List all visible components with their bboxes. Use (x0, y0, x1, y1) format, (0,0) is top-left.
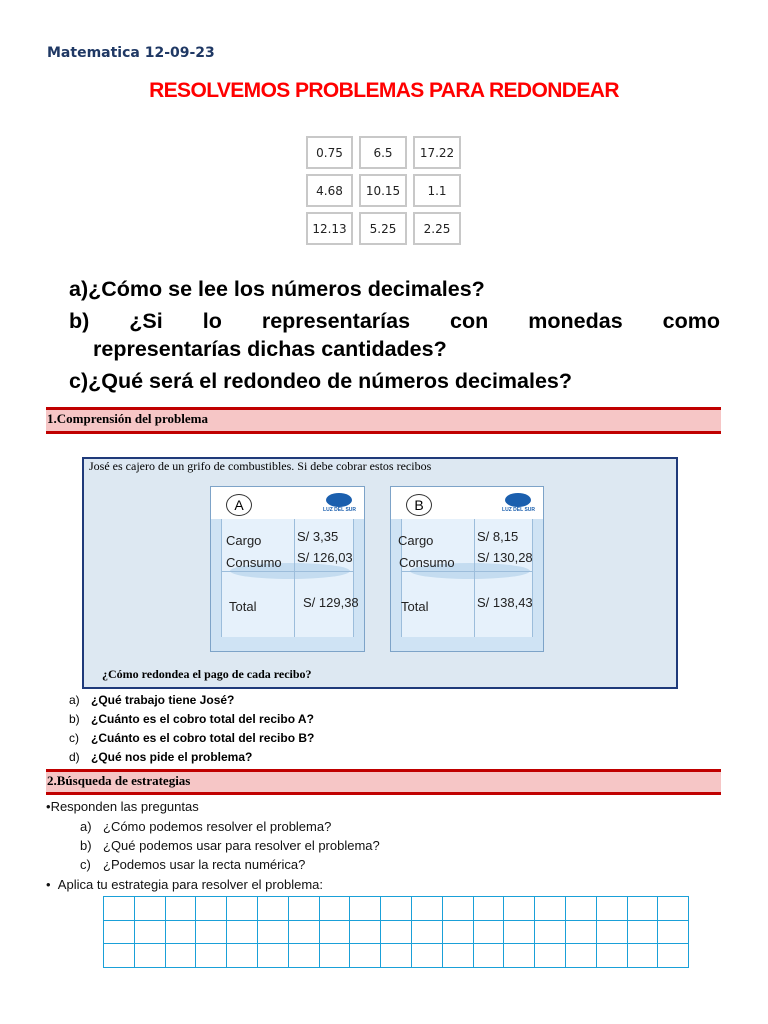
grid-cell[interactable] (658, 944, 689, 968)
bullet-icon: • (46, 799, 51, 814)
company-logo-text: LUZ DEL SUR (502, 507, 535, 513)
grid-cell[interactable] (566, 897, 597, 921)
grid-cell[interactable] (381, 944, 412, 968)
strategy-item-a: a) ¿Cómo podemos resolver el problema? (80, 819, 332, 834)
question-b-line2: representarías dichas cantidades? (93, 337, 447, 361)
grid-cell[interactable] (535, 921, 566, 945)
strategy-item-c: c) ¿Podemos usar la recta numérica? (80, 857, 306, 872)
question-a: a)¿Cómo se lee los números decimales? (69, 277, 485, 301)
page-title: RESOLVEMOS PROBLEMAS PARA REDONDEAR (149, 79, 619, 102)
grid-cell[interactable] (504, 921, 535, 945)
grid-cell[interactable] (289, 921, 320, 945)
grid-cell[interactable] (412, 944, 443, 968)
grid-cell[interactable] (196, 921, 227, 945)
grid-cell[interactable] (597, 921, 628, 945)
grid-cell[interactable] (104, 944, 135, 968)
grid-cell[interactable] (566, 944, 597, 968)
receipt-letter-circle: B (406, 494, 432, 516)
grid-cell[interactable] (258, 897, 289, 921)
question-b-line1: b) ¿Si lo representarías con monedas como (69, 309, 720, 333)
section-2-title: 2.Búsqueda de estrategias (47, 773, 191, 788)
grid-cell[interactable] (474, 897, 505, 921)
bullet-responden: •Responden las preguntas (46, 799, 199, 814)
grid-cell[interactable] (628, 921, 659, 945)
grid-cell[interactable] (135, 921, 166, 945)
bullet-icon: • (46, 877, 51, 892)
number-cell: 0.75 (306, 136, 353, 169)
consumo-value: S/ 126,03 (297, 550, 353, 565)
answer-grid[interactable] (103, 896, 689, 968)
grid-cell[interactable] (320, 921, 351, 945)
consumo-label: Consumo (399, 555, 455, 570)
bullet-aplica: • Aplica tu estrategia para resolver el problema: (46, 877, 323, 892)
grid-cell[interactable] (196, 944, 227, 968)
grid-cell[interactable] (443, 897, 474, 921)
cargo-label: Cargo (226, 533, 262, 548)
grid-cell[interactable] (597, 897, 628, 921)
grid-cell[interactable] (412, 897, 443, 921)
section-1-header (46, 407, 721, 434)
grid-cell[interactable] (658, 897, 689, 921)
grid-cell[interactable] (381, 921, 412, 945)
cargo-value: S/ 8,15 (477, 529, 519, 544)
company-logo (326, 493, 352, 507)
grid-cell[interactable] (443, 944, 474, 968)
total-label: Total (401, 599, 429, 614)
cargo-label: Cargo (398, 533, 434, 548)
grid-cell[interactable] (227, 944, 258, 968)
grid-cell[interactable] (504, 944, 535, 968)
grid-cell[interactable] (166, 897, 197, 921)
total-value: S/ 138,43 (477, 595, 533, 610)
problem-intro: José es cajero de un grifo de combustibles. Si debe cobrar estos recibos (89, 459, 432, 473)
total-value: S/ 129,38 (303, 595, 359, 610)
grid-cell[interactable] (628, 897, 659, 921)
grid-cell[interactable] (135, 944, 166, 968)
grid-cell[interactable] (597, 944, 628, 968)
strategy-item-b: b) ¿Qué podemos usar para resolver el problema? (80, 838, 380, 853)
number-cell: 2.25 (413, 212, 461, 245)
question-c: c)¿Qué será el redondeo de números decimales? (69, 369, 573, 393)
decimal-number-grid (306, 136, 461, 245)
number-cell: 10.15 (359, 174, 407, 207)
grid-cell[interactable] (474, 944, 505, 968)
grid-cell[interactable] (535, 897, 566, 921)
receipt-b (390, 486, 544, 652)
grid-cell[interactable] (350, 897, 381, 921)
grid-cell[interactable] (258, 921, 289, 945)
grid-cell[interactable] (289, 897, 320, 921)
problem-box (82, 457, 678, 689)
grid-cell[interactable] (258, 944, 289, 968)
grid-cell[interactable] (227, 897, 258, 921)
grid-cell[interactable] (381, 897, 412, 921)
grid-cell[interactable] (350, 944, 381, 968)
consumo-label: Consumo (226, 555, 282, 570)
total-label: Total (229, 599, 257, 614)
number-cell: 4.68 (306, 174, 353, 207)
number-cell: 6.5 (359, 136, 407, 169)
receipt-letter-circle: A (226, 494, 252, 516)
cargo-value: S/ 3,35 (297, 529, 339, 544)
number-cell: 17.22 (413, 136, 461, 169)
grid-cell[interactable] (320, 944, 351, 968)
consumo-value: S/ 130,28 (477, 550, 533, 565)
grid-cell[interactable] (227, 921, 258, 945)
number-cell: 1.1 (413, 174, 461, 207)
grid-cell[interactable] (412, 921, 443, 945)
company-logo (505, 493, 531, 507)
grid-cell[interactable] (135, 897, 166, 921)
subquestion-b: b) ¿Cuánto es el cobro total del recibo A? (69, 712, 314, 726)
grid-cell[interactable] (443, 921, 474, 945)
subquestion-c: c) ¿Cuánto es el cobro total del recibo B? (69, 731, 315, 745)
box-question: ¿Cómo redondea el pago de cada recibo? (102, 667, 312, 681)
section-1-title: 1.Comprensión del problema (47, 411, 208, 426)
date-line: Matematica 12-09-23 (47, 45, 215, 61)
receipt-a (210, 486, 365, 652)
number-cell: 5.25 (359, 212, 407, 245)
grid-cell[interactable] (104, 897, 135, 921)
grid-cell[interactable] (196, 897, 227, 921)
grid-cell[interactable] (504, 897, 535, 921)
grid-cell[interactable] (566, 921, 597, 945)
grid-cell[interactable] (166, 944, 197, 968)
grid-cell[interactable] (535, 944, 566, 968)
subquestion-d: d) ¿Qué nos pide el problema? (69, 750, 253, 764)
grid-cell[interactable] (104, 921, 135, 945)
grid-cell[interactable] (320, 897, 351, 921)
number-cell: 12.13 (306, 212, 353, 245)
company-logo-text: LUZ DEL SUR (323, 507, 356, 513)
subquestion-a: a) ¿Qué trabajo tiene José? (69, 693, 235, 707)
grid-cell[interactable] (350, 921, 381, 945)
grid-cell[interactable] (166, 921, 197, 945)
grid-cell[interactable] (628, 944, 659, 968)
grid-cell[interactable] (289, 944, 320, 968)
section-2-header (46, 769, 721, 795)
grid-cell[interactable] (658, 921, 689, 945)
grid-cell[interactable] (474, 921, 505, 945)
